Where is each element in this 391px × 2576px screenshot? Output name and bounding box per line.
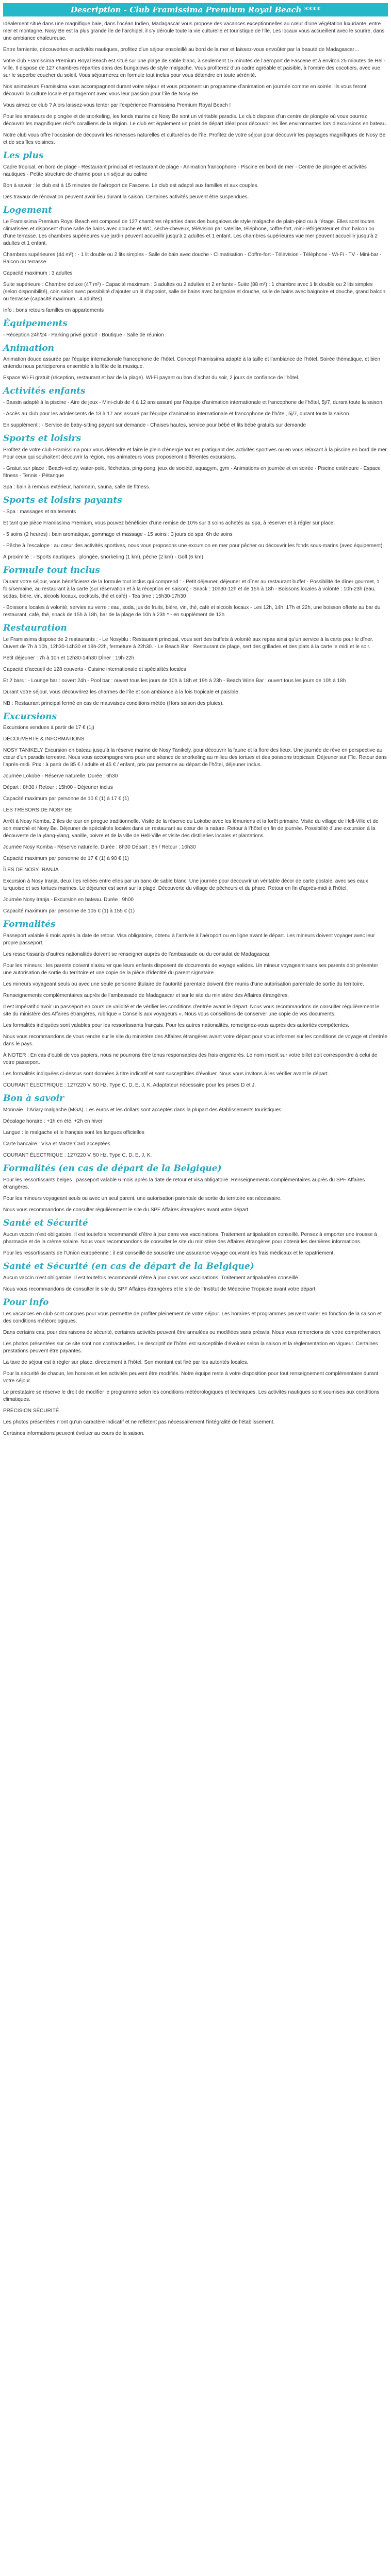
paragraph: Spa : bain à remous extérieur, hammam, sauna, salle de fitness. — [3, 484, 151, 490]
paragraph: Journée Nosy Iranja - Excursion en bateau. Durée : 9h00 — [3, 897, 134, 903]
paragraph: Des travaux de rénovation peuvent avoir lieu durant la saison. Certaines activités peuvent être suspendues. — [3, 194, 249, 200]
paragraph: Renseignements complémentaires auprès de l’ambassade de Madagascar et sur le site du ministère des Affaires étrangères. — [3, 993, 289, 999]
paragraph: Entre farniente, découvertes et activités nautiques, profitez d’un séjour ensoleillé au bord de la mer et laissez-vous envoûter par la beauté de Madagascar… — [3, 47, 360, 53]
section-heading: Excursions — [3, 711, 57, 722]
paragraph: Le prestataire se réserve le droit de modifier le programme selon les conditions météorologiques et techniques. Les activités nautiques sont soumises aux conditions climatiques. — [3, 1389, 380, 1402]
section-heading: Activités enfants — [3, 386, 86, 397]
section-heading: Pour info — [3, 1297, 49, 1308]
paragraph: DÉCOUVERTE & INFORMATIONS — [3, 736, 85, 742]
paragraph: Aucun vaccin n’est obligatoire. Il est toutefois recommandé d’être à jour dans vos vaccinations. Traitement antipaludéen conseillé. — [3, 1275, 300, 1281]
paragraph: Dans certains cas, pour des raisons de sécurité, certaines activités peuvent être annulées ou modifiées sans préavis. Nous vous remercions de votre compréhension. — [3, 1329, 382, 1335]
paragraph: Petit déjeuner : 7h à 10h et 12h30-14h30 Dîner : 19h-22h — [3, 655, 135, 661]
paragraph: Les photos présentées sur ce site sont non contractuelles. Le descriptif de l’hôtel est susceptible d’évoluer selon la saison et la réglementation en vigueur. Certaines prestations peuvent être payantes. — [3, 1341, 378, 1354]
paragraph: - Gratuit sur place : Beach-volley, water-polo, fléchettes, ping-pong, jeux de société, aquagym, gym - Animations en journée et en soirée - Piscine extérieure - Espace fitness - Tennis - Pétanque — [3, 466, 381, 479]
paragraph: Les formalités indiquées sont valables pour les ressortissants français. Pour les autres nationalités, renseignez-vous auprès des autorités compétentes. — [3, 1023, 349, 1029]
paragraph: - Boissons locales à volonté, servies au verre : eau, soda, jus de fruits, bière, vin, thé, café et alcools locaux - Les 12h, 14h, 17h et 22h, une boisson offerte au bar du restaurant, café, thé, snack de 15h à 18h, bar de la plage de 10h à 23h * - en supplément de 12h — [3, 604, 381, 618]
paragraph: Capacité maximum par personne de 105 € (1) à 155 € (1) — [3, 908, 135, 914]
paragraph: COURANT ÉLECTRIQUE : 127/220 V, 50 Hz. Type C, D, E, J, K. Adaptateur nécessaire pour les prises D et J. — [3, 1082, 256, 1089]
paragraph: Langue : le malgache et le français sont les langues officielles — [3, 1130, 144, 1136]
paragraph: Les photos présentées n’ont qu’un caractère indicatif et ne reflètent pas nécessairement l’intégralité de l’établissement. — [3, 1419, 275, 1425]
paragraph: Capacité maximum par personne de 17 € (1) à 90 € (1) — [3, 856, 129, 862]
paragraph: Excursions vendues à partir de 17 € (1j) — [3, 725, 94, 731]
page-title-banner: Description - Club Framissima Premium Royal Beach **** — [3, 3, 388, 16]
paragraph: Pour les mineurs : les parents doivent s’assurer que leurs enfants disposent de documents de voyage valides. Un mineur voyageant sans ses parents doit présenter une autorisation de sortie du territoire et une copie de la pièce d’identité du parent signataire. — [3, 963, 379, 976]
paragraph: Et tant que pièce Framissima Premium, vous pouvez bénéficier d’une remise de 10% sur 3 soins achetés au spa, à réserver et à régler sur place. — [3, 520, 335, 526]
paragraph: Excursion à Nosy Iranja, deux îles reliées entre elles par un banc de sable blanc. Une journée pour découvrir un véritable décor de carte postale, avec ses eaux turquoise et ses tortues marines. Le déjeuner est servi sur la plage. Découverte du village de pêcheurs et du phare. Retour en fin d’après-midi à l’hôtel. — [3, 878, 368, 892]
paragraph: Pour les mineurs voyageant seuls ou avec un seul parent, une autorisation parentale de sortie du territoire est nécessaire. — [3, 1195, 282, 1201]
paragraph: Certaines informations peuvent évoluer au cours de la saison. — [3, 1430, 145, 1436]
paragraph: Monnaie : l’Ariary malgache (MGA). Les euros et les dollars sont acceptés dans la plupart des établissements touristiques. — [3, 1107, 283, 1113]
section-heading: Sports et loisirs — [3, 433, 82, 444]
paragraph: Vous aimez ce club ? Alors laissez-vous tenter par l’expérience Framissima Premium Royal Beach ! — [3, 103, 231, 108]
paragraph: Pour les ressortissants de l’Union européenne : il est conseillé de souscrire une assurance voyage couvrant les frais médicaux et le rapatriement. — [3, 1250, 335, 1256]
section-heading: Formalités (en cas de départ de la Belgique) — [3, 1163, 222, 1174]
section-heading: Logement — [3, 205, 53, 215]
section-heading: Formule tout inclus — [3, 565, 100, 575]
paragraph: Journée Lokobe - Réserve naturelle. Durée : 6h30 — [3, 773, 118, 779]
paragraph: Notre club vous offre l’occasion de découvrir les richesses naturelles et culturelles de l’île. Profitez de votre séjour pour découvrir les paysages magnifiques de Nosy Be et de ses îles voisines. — [3, 132, 386, 145]
paragraph: Pour les ressortissants belges : passeport valable 6 mois après la date de retour et visa obligatoire. Renseignements complémentaires auprès du SPF Affaires étrangères. — [3, 1177, 365, 1190]
paragraph: La taxe de séjour est à régler sur place, directement à l’hôtel. Son montant est fixé par les autorités locales. — [3, 1359, 249, 1365]
section-heading: Formalités — [3, 919, 56, 930]
section-heading: Les plus — [3, 150, 44, 161]
paragraph: Cadre tropical, en bord de plage - Restaurant principal et restaurant de plage - Animation francophone - Piscine en bord de mer - Centre de plongée et activités nautiques - Petite structure de charme pour un séjour au calme — [3, 164, 367, 177]
paragraph: Aucun vaccin n’est obligatoire. Il est toutefois recommandé d’être à jour dans vos vaccinations. Traitement antipaludéen conseillé. Pensez à emporter une trousse à pharmacie et de la crème solaire. Nous vous recommandons de consulter le site du ministère des Affaires étrangères pour obtenir les dernières informations. — [3, 1231, 377, 1245]
section-heading: Santé et Sécurité (en cas de départ de la Belgique) — [3, 1261, 254, 1272]
paragraph: Journée Nosy Komba - Réserve naturelle. Durée : 8h30 Départ : 8h / Retour : 16h30 — [3, 844, 196, 851]
paragraph: Les mineurs voyageant seuls ou avec une seule personne titulaire de l’autorité parentale doivent être munis d’une autorisation parentale de sortie du territoire. — [3, 981, 364, 988]
paragraph: Passeport valable 6 mois après la date de retour. Visa obligatoire, obtenu à l’arrivée à l’aéroport ou en ligne avant le départ. Les mineurs doivent voyager avec leur propre passeport. — [3, 933, 375, 946]
paragraph: - Accès au club pour les adolescents de 13 à 17 ans assuré par l’équipe d’animation internationale et francophone de l’hôtel, 5j/7, durant toute la saison. — [3, 411, 351, 417]
paragraph: Durant votre séjour, vous bénéficierez de la formule tout inclus qui comprend : - Petit déjeuner, déjeuner et dîner au restaurant buffet - Possibilité de dîner gourmet, 1 fois/semaine, au restaurant à la carte (sur réservation et à la réception en saison) - Snack : 10h30-12h et de 15h à 18h - Boissons locales à volonté : 10h-23h (eau, sodas, bière, vin, alcools locaux, cocktails, thé et café) - Tea time : 15h30-17h30 — [3, 579, 380, 599]
paragraph: À proximité : - Sports nautiques : plongée, snorkeling (1 km), pêche (2 km) - Golf (6 km) — [3, 554, 203, 560]
paragraph: NOSY TANIKELY Excursion en bateau jusqu’à la réserve marine de Nosy Tanikely, pour découvrir la faune et la flore des lieux. Une journée de rêve en perspective au cœur d’un paradis terrestre. Nous vous accompagnerons pour une séance de snorkeling au milieu des tortues et des poissons tropicaux. Déjeuner sur l’île. Retour dans l’après-midi. Prix : à partir de 85 € / adulte et 45 € / enfant, prix par personne au départ de l’hôtel, déjeuner inclus. — [3, 748, 387, 768]
paragraph: Capacité d’accueil de 128 couverts - Cuisine internationale et spécialités locales — [3, 666, 186, 672]
paragraph: Capacité maximum : 3 adultes — [3, 270, 73, 276]
section-heading: Sports et loisirs payants — [3, 495, 122, 506]
paragraph: En supplément : - Service de baby-sitting payant sur demande - Chaises hautes, service pour bébé et lits bébé gratuits sur demande — [3, 422, 306, 429]
paragraph: Le Framissima dispose de 2 restaurants : - Le Nosyblu : Restaurant principal, vous sert des buffets à volonté aux repas ainsi qu’un service à la carte pour le dîner. Ouvert de 7h à 10h, 12h30-14h30 et 19h-22h, fermeture à 22h30. - Le Beach Bar : Restaurant de plage, sert des grillades et des plats à la carte le midi et le soir. — [3, 636, 373, 650]
paragraph: Chambres supérieures (44 m²) : - 1 lit double ou 2 lits simples - Salle de bain avec douche - Climatisation - Coffre-fort - Télévision - Téléphone - Wi-Fi - TV - Mini-bar - Balcon ou terrasse — [3, 251, 382, 265]
paragraph: Les formalités indiquées ci-dessus sont données à titre indicatif et sont susceptibles d’évoluer. Nous vous invitons à les vérifier avant le départ. — [3, 1071, 329, 1077]
paragraph: Carte bancaire : Visa et MasterCard acceptées — [3, 1141, 110, 1147]
paragraph: Décalage horaire : +1h en été, +2h en hiver — [3, 1118, 103, 1125]
paragraph: NB : Restaurant principal fermé en cas de mauvaises conditions météo (Hors saison des pluies). — [3, 700, 224, 706]
paragraph: - Bassin adapté à la piscine - Aire de jeux - Mini-club de 4 à 12 ans assuré par l’équipe d’animation internationale et francophone de l’hôtel, 5j/7, durant toute la saison. — [3, 400, 384, 406]
section-heading: Restauration — [3, 622, 67, 633]
paragraph: LES TRÉSORS DE NOSY BE — [3, 807, 72, 814]
paragraph: Et 2 bars : - Lounge bar : ouvert 24h - Pool bar : ouvert tous les jours de 10h à 18h et 19h à 23h - Beach Wine Bar : ouvert tous les jours de 10h à 18h — [3, 677, 346, 684]
description-content — [3, 21, 388, 1437]
section-heading: Santé et Sécurité — [3, 1217, 88, 1228]
paragraph: Votre club Framissima Premium Royal Beach est situé sur une plage de sable blanc, à seulement 15 minutes de l’aéroport de Fascene et à environ 25 minutes de Hell-Ville. Il dispose de 127 chambres réparties dans des bungalows de style malgache. Vous profiterez d’un cadre agréable et paisible, à l’ombre des cocotiers, avec vue sur le superbe coucher du soleil. Vous séjournerez en formule tout inclus pour vous détendre en toute sérénité. — [3, 58, 385, 78]
paragraph: Bon à savoir : le club est à 15 minutes de l’aéroport de Fascene. Le club est adapté aux familles et aux couples. — [3, 182, 259, 189]
paragraph: Pour la sécurité de chacun, les horaires et les activités peuvent être modifiés. Notre équipe reste à votre disposition pour tout renseignement complémentaire durant votre séjour. — [3, 1370, 379, 1384]
paragraph: Suite supérieure : Chambre deluxe (47 m²) - Capacité maximum : 3 adultes ou 2 adultes et 2 enfants - Suite (88 m²) : 1 chambre avec 1 lit double ou 2 lits simples (selon disponibilité), coin salon avec possibilité d’ajouter un lit d’appoint, salle de bains avec baignoire et douche, salle de bains avec baignoire et douche, grand balcon ou terrasse (capacité maximum : 4 adultes). — [3, 281, 386, 302]
paragraph: À NOTER : En cas d’oubli de vos papiers, nous ne pourrons être tenus responsables des frais engendrés. Le nom inscrit sur votre billet doit correspondre à celui de votre passeport. — [3, 1053, 378, 1066]
paragraph: Départ : 8h30 / Retour : 15h00 - Déjeuner inclus — [3, 785, 113, 791]
paragraph: PRÉCISION SÉCURITÉ — [3, 1408, 59, 1414]
paragraph: Nos animateurs Framissima vous accompagnent durant votre séjour et vous proposent un programme d’animation en journée comme en soirée. Ils vous feront découvrir la culture locale et partageront avec vous leur passion pour l’île de Nosy Be. — [3, 84, 367, 97]
paragraph: Durant votre séjour, vous découvrirez les charmes de l’île et son ambiance à la fois tropicale et paisible. — [3, 689, 240, 695]
paragraph: Profitez de votre club Framissima pour vous détendre et faire le plein d’énergie tout en pratiquant des activités sportives ou en vous relaxant à la piscine en bord de mer. Pour ceux qui souhaitent découvrir la région, nos animateurs vous proposeront différentes excursions. — [3, 447, 388, 461]
paragraph: Pour les amateurs de plongée et de snorkeling, les fonds marins de Nosy Be sont un véritable paradis. Le club dispose d’un centre de plongée où vous pourrez découvrir les magnifiques récifs coralliens de la région. Le club est également un point de départ idéal pour découvrir les îles environnantes lors d’excursions en bateau. — [3, 114, 387, 127]
paragraph: Les ressortissants d’autres nationalités doivent se renseigner auprès de l’ambassade ou du consulat de Madagascar. — [3, 952, 271, 958]
paragraph: - Pêche à l’escalope : au cœur des activités sportives, nous vous proposons une excursion en mer pour pêcher ou découvrir les fonds sous-marins (avec équipement). — [3, 543, 384, 549]
paragraph: Animation douce assurée par l’équipe internationale francophone de l’hôtel. Concept Framissima adapté à la taille et l’ambiance de l’hôtel. Soirée thématique, et bien entendu nous participerons ensemble à la fête de la musique. — [3, 357, 381, 370]
paragraph: Les vacances en club sont conçues pour vous permettre de profiter pleinement de votre séjour. Les horaires et programmes peuvent varier en fonction de la saison et des conditions météorologiques. — [3, 1311, 382, 1324]
paragraph: COURANT ÉLECTRIQUE : 127/220 V, 50 Hz. Type C, D, E, J, K. — [3, 1153, 152, 1159]
paragraph: - Réception 24h/24 - Parking privé gratuit - Boutique - Salle de réunion — [3, 332, 164, 338]
paragraph: ÎLES DE NOSY IRANJA — [3, 867, 59, 873]
paragraph: Le Framissima Premium Royal Beach est composé de 127 chambres réparties dans des bungalows de style malgache de plain-pied ou à l’étage. Elles sont toutes climatisées et disposent d’une salle de bains avec douche et WC, sèche-cheveux, télévision par satellite, téléphone, coffre-fort, mini-réfrigérateur et d’un balcon ou d’une terrasse. Les chambres supérieures vue jardin peuvent accueillir jusqu’à 2 adultes et 1 enfant. Les chambres supérieures vue mer peuvent accueillir jusqu’à 2 adultes et 1 enfant. — [3, 218, 378, 246]
paragraph: Nous vous recommandons de consulter régulièrement le site du SPF Affaires étrangères avant votre départ. — [3, 1207, 250, 1213]
paragraph: - Spa : massages et traitements — [3, 509, 76, 515]
paragraph: Espace Wi-Fi gratuit (réception, restaurant et bar de la plage). Wi-Fi payant ou bon d’achat du soir, 2 jours de confiance de l’hôtel. — [3, 375, 300, 381]
section-heading: Animation — [3, 343, 55, 353]
section-heading: Bon à savoir — [3, 1093, 64, 1104]
paragraph: Capacité maximum par personne de 10 € (1) à 17 € (1) — [3, 796, 129, 802]
section-heading: Équipements — [3, 318, 68, 329]
paragraph: Il est impératif d’avoir un passeport en cours de validité et de vérifier les conditions d’entrée avant le départ. Nous vous recommandons de consulter régulièrement le site du ministère des Affaires étrangères, rubrique « Conseils aux voyageurs ». Nous vous conseillons de conserver une copie de vos documents. — [3, 1004, 380, 1018]
paragraph: Arrêt à Nosy Komba, 2 îles de tour en pirogue traditionnelle. Visite de la réserve du Lokobe avec les lémuriens et la forêt primaire. Visite du village de Hell-Ville et de son marché et Nosy Be. Déjeuner de spécialités locales dans un restaurant au cœur de la nature. Retour à l’hôtel en fin de journée. Possibilité d’une excursion à la découverte de la ylang-ylang, vanille, poivre et de la ville de Hell-Ville et visite des distilleries locales et plantations. — [3, 819, 379, 839]
paragraph: Nous vous recommandons de vous rendre sur le site du ministère des Affaires étrangères avant votre départ pour vous informer sur les conditions de voyage et d’entrée dans le pays. — [3, 1034, 388, 1047]
paragraph: Info : bons retours familles en appartements — [3, 307, 104, 313]
paragraph: Nous vous recommandons de consulter le site du SPF Affaires étrangères et le site de l’Institut de Médecine Tropicale avant votre départ. — [3, 1286, 317, 1292]
paragraph: - 5 soins (2 heures) : bain aromatique, gommage et massage - 15 soins : 3 jours de spa, 6h de soins — [3, 531, 233, 537]
paragraph: Idéalement situé dans une magnifique baie, dans l’océan Indien, Madagascar vous propose des vacances exceptionnelles au cœur d’une végétation luxuriante, entre mer et montagne. Nosy Be est la plus grande île de l’archipel, il s’y déroule toute la vie culturelle et touristique de l’île. Les locaux vous accueillent avec le sourire, dans une ambiance chaleureuse. — [3, 21, 385, 41]
